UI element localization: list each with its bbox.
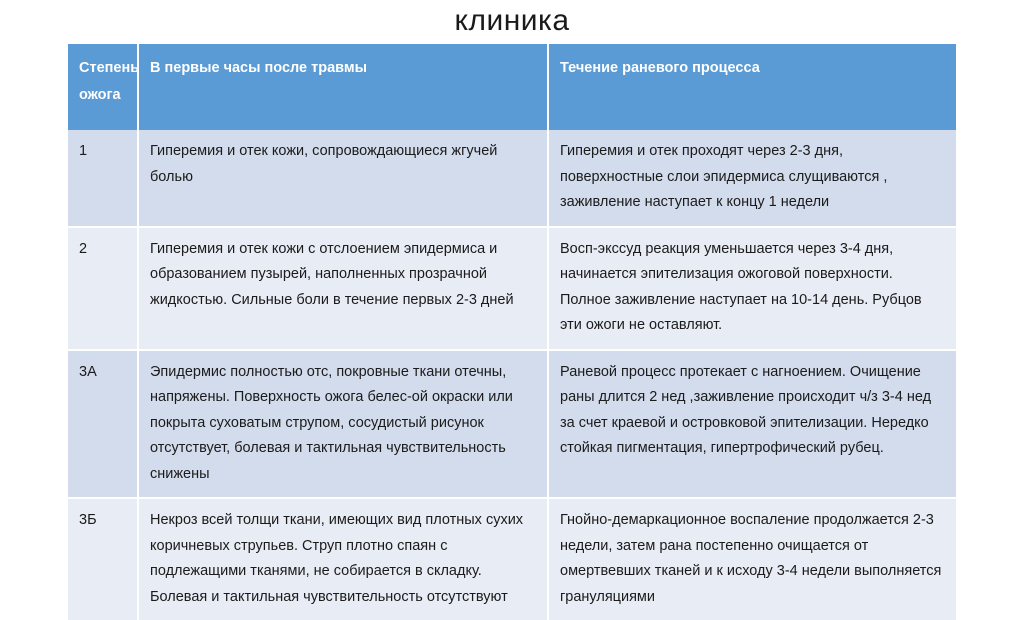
- cell-degree: 1: [68, 130, 138, 227]
- burn-degrees-table: [68, 44, 956, 620]
- cell-early-hours: Гиперемия и отек кожи с отслоением эпидермиса и образованием пузырей, наполненных прозрачной жидкостью. Сильные боли в течение первых 2-3 дней: [138, 227, 548, 350]
- column-header-wound-course: Течение раневого процесса: [548, 44, 956, 130]
- cell-wound-course: Гиперемия и отек проходят через 2-3 дня, поверхностные слои эпидермиса слущиваются , заживление наступает к концу 1 недели: [548, 130, 956, 227]
- cell-early-hours: Эпидермис полностью отс, покровные ткани отечны, напряжены. Поверхность ожога белес-ой окраски или покрыта суховатым струпом, сосудистый рисунок отсутствует, болевая и тактильная чувствительность снижены: [138, 350, 548, 499]
- cell-early-hours: Гиперемия и отек кожи, сопровождающиеся жгучей болью: [138, 130, 548, 227]
- cell-wound-course: Гнойно-демаркационное воспаление продолжается 2-3 недели, затем рана постепенно очищается от омертвевших тканей и к исходу 3-4 недели выполняется грануляциями: [548, 498, 956, 620]
- cell-degree: 2: [68, 227, 138, 350]
- table-body: [68, 130, 956, 620]
- table-row: [68, 350, 956, 499]
- table-header-row: [68, 44, 956, 130]
- cell-degree: 3Б: [68, 498, 138, 620]
- clinic-table-wrapper: [68, 44, 956, 620]
- column-header-early-hours: В первые часы после травмы: [138, 44, 548, 130]
- cell-early-hours: Некроз всей толщи ткани, имеющих вид плотных сухих коричневых струпьев. Струп плотно спаян с подлежащими тканями, не собирается в складку. Болевая и тактильная чувствительность отсутствуют: [138, 498, 548, 620]
- cell-wound-course: Раневой процесс протекает с нагноением. Очищение раны длится 2 нед ,заживление происходит ч/з 3-4 нед за счет краевой и островковой эпителизации. Нередко стойкая пигментация, гипертрофический рубец.: [548, 350, 956, 499]
- cell-wound-course: Восп-экссуд реакция уменьшается через 3-4 дня, начинается эпителизация ожоговой поверхности. Полное заживление наступает на 10-14 день. Рубцов эти ожоги не оставляют.: [548, 227, 956, 350]
- cell-degree: 3А: [68, 350, 138, 499]
- table-row: [68, 227, 956, 350]
- table-row: [68, 498, 956, 620]
- table-row: [68, 130, 956, 227]
- column-header-degree: Степень ожога: [68, 44, 138, 130]
- table-header: [68, 44, 956, 130]
- page-title: клиника: [454, 4, 570, 37]
